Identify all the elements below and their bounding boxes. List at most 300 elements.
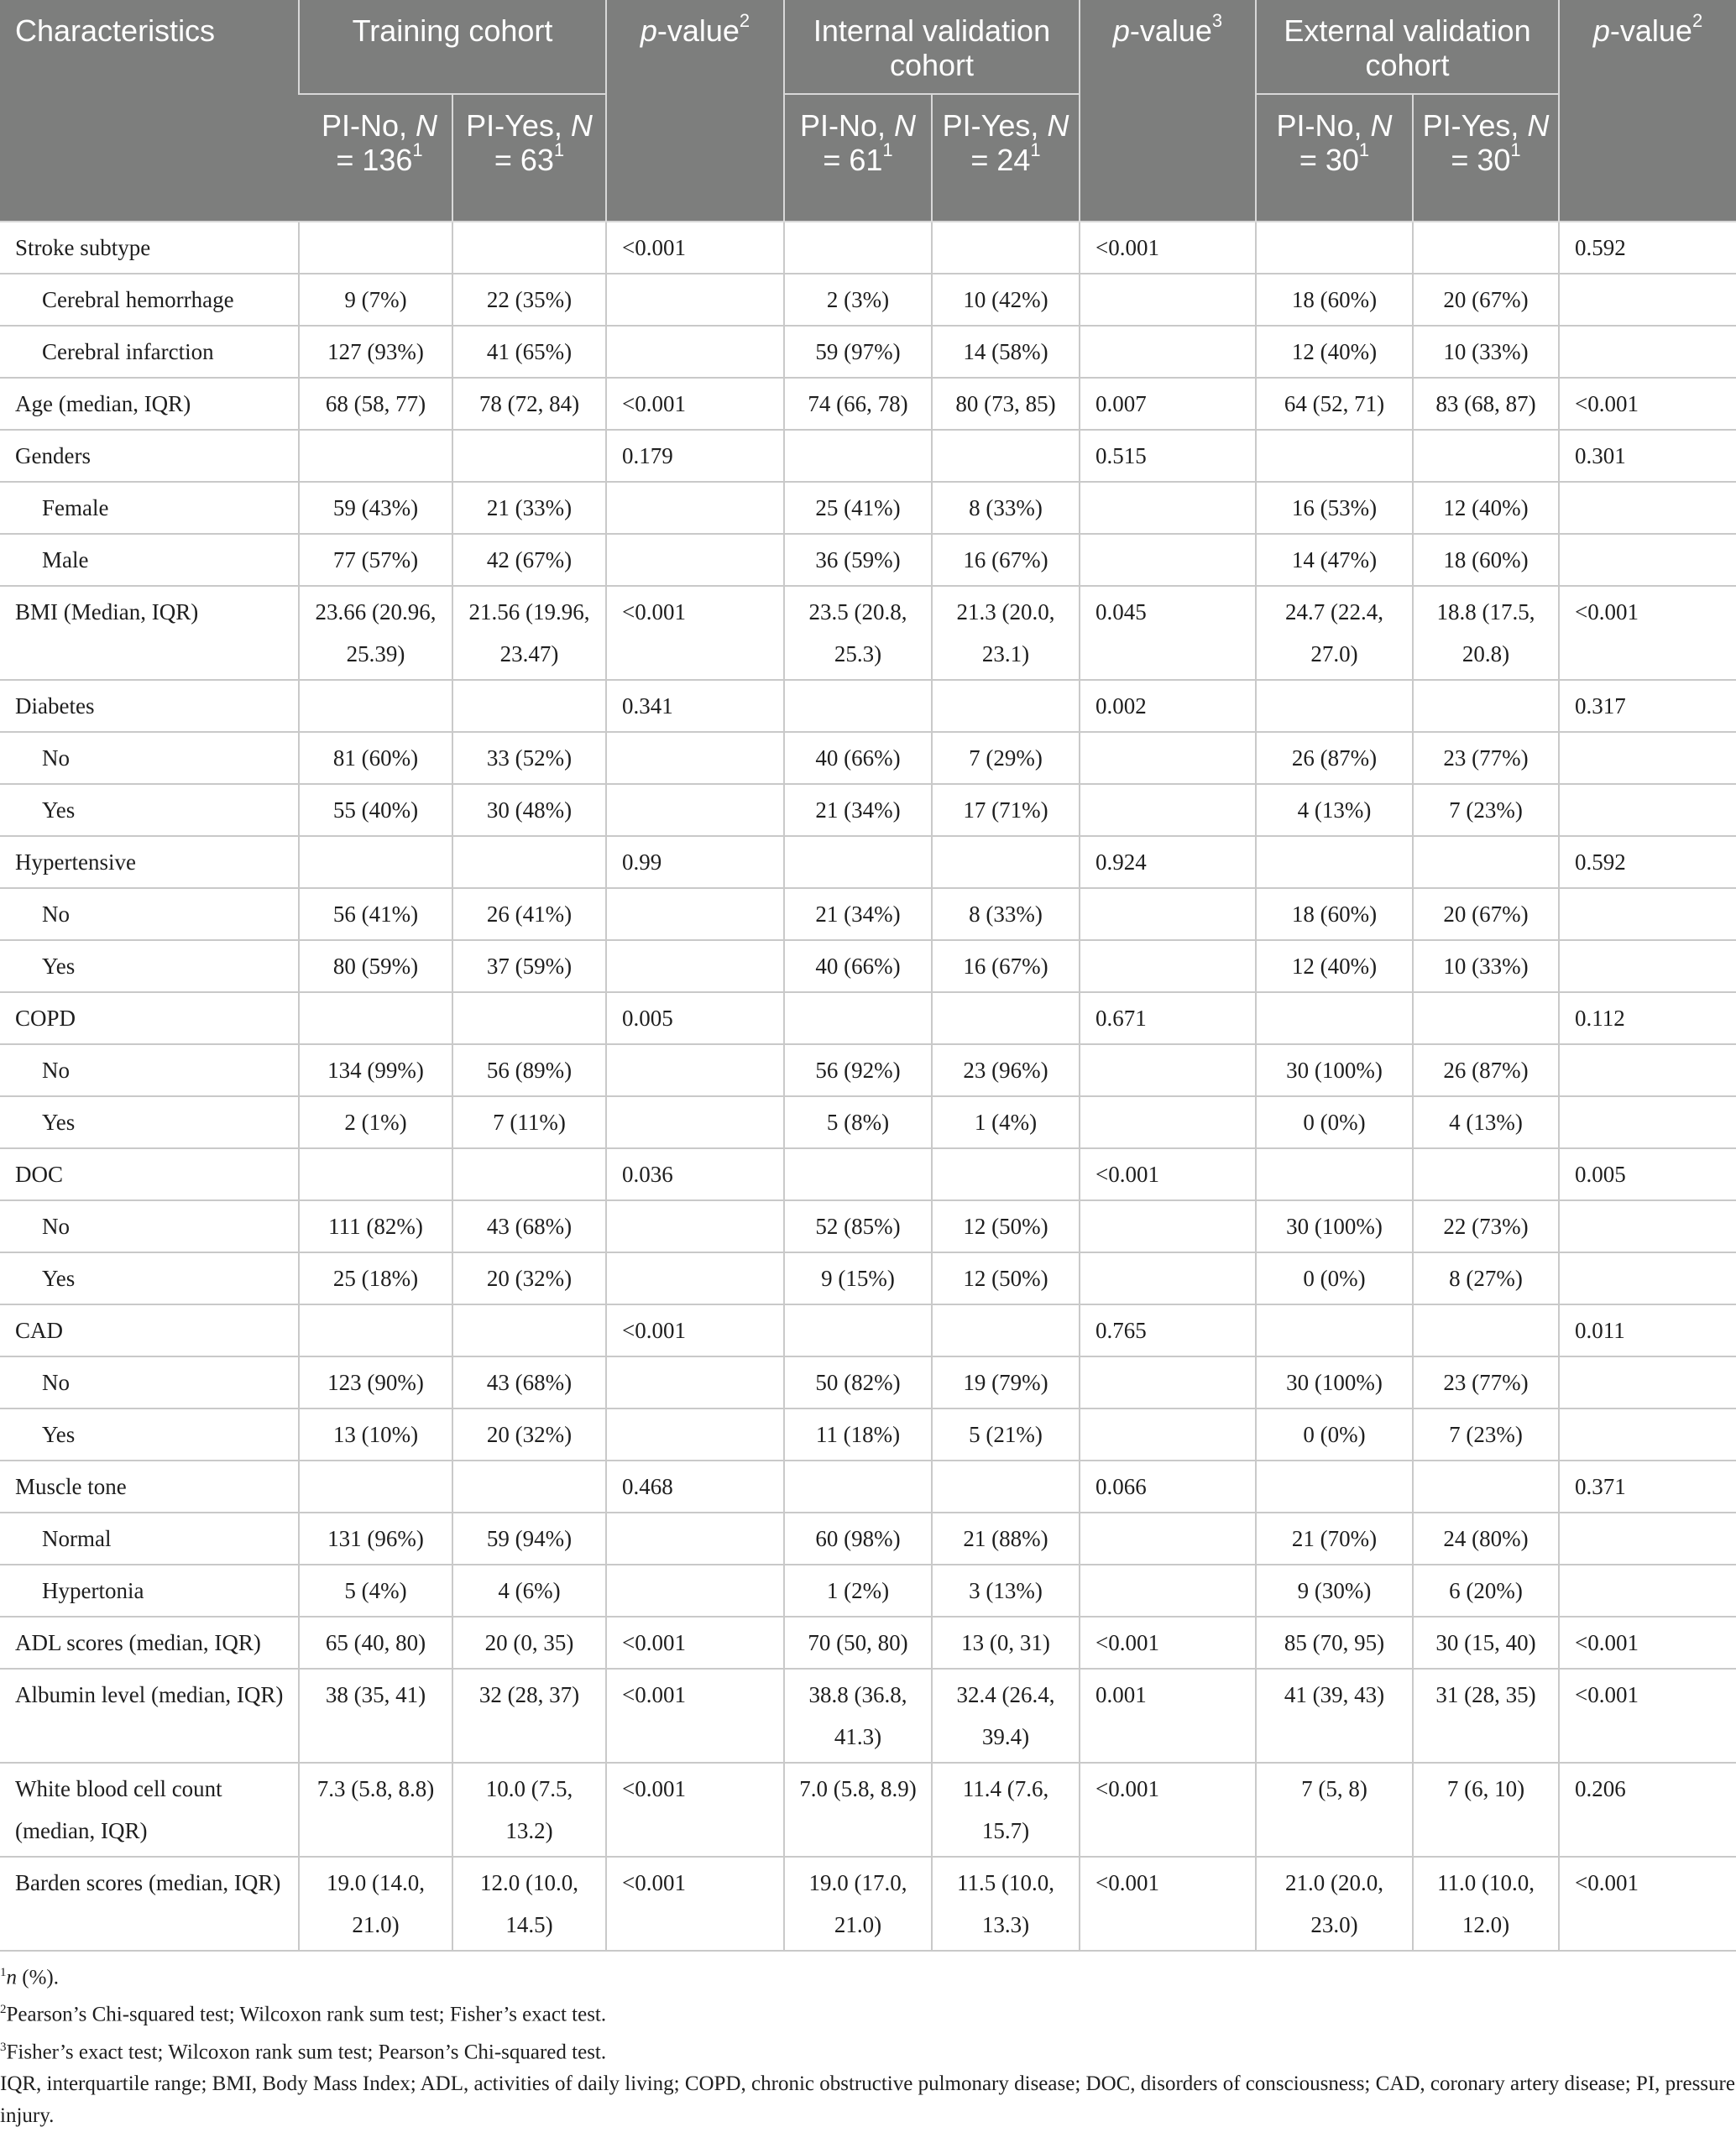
row-label: Yes xyxy=(0,1252,299,1304)
value-cell: 59 (94%) xyxy=(452,1513,606,1565)
p-value-cell xyxy=(606,888,784,940)
p-value-cell xyxy=(606,1252,784,1304)
value-cell: 4 (13%) xyxy=(1413,1096,1559,1148)
value-cell: 21 (34%) xyxy=(784,784,932,836)
value-cell: 24.7 (22.4, 27.0) xyxy=(1256,586,1413,680)
value-cell: 77 (57%) xyxy=(299,534,452,586)
value-cell: 30 (48%) xyxy=(452,784,606,836)
header-internal-cohort: Internal validation cohort xyxy=(784,0,1080,94)
value-cell: 23.5 (20.8, 25.3) xyxy=(784,586,932,680)
value-cell xyxy=(1413,1461,1559,1513)
footnote-2: $^2$Pearson’s Chi-squared test; Wilcoxon rank sum test; Fisher’s exact test. xyxy=(0,2003,607,2026)
row-label: ADL scores (median, IQR) xyxy=(0,1617,299,1669)
value-cell xyxy=(1256,680,1413,732)
value-cell: 26 (87%) xyxy=(1413,1044,1559,1096)
header-p-value-training: p-value$^2$ xyxy=(606,0,784,222)
row-label: No xyxy=(0,732,299,784)
value-cell: 38 (35, 41) xyxy=(299,1669,452,1763)
value-cell: 37 (59%) xyxy=(452,940,606,992)
value-cell: 10.0 (7.5, 13.2) xyxy=(452,1763,606,1857)
table-row xyxy=(0,1857,1736,1951)
row-label: Normal xyxy=(0,1513,299,1565)
p-value-cell: 0.515 xyxy=(1080,430,1256,482)
value-cell xyxy=(784,1148,932,1200)
value-cell: 1 (4%) xyxy=(932,1096,1080,1148)
p-value-cell: <0.001 xyxy=(606,378,784,430)
value-cell: 59 (43%) xyxy=(299,482,452,534)
value-cell: 127 (93%) xyxy=(299,326,452,378)
p-value-cell: 0.592 xyxy=(1559,222,1736,274)
table-header xyxy=(0,0,1736,222)
p-value-cell: <0.001 xyxy=(1080,222,1256,274)
value-cell: 25 (41%) xyxy=(784,482,932,534)
table-row xyxy=(0,888,1736,940)
value-cell: 80 (73, 85) xyxy=(932,378,1080,430)
p-value-cell xyxy=(1559,888,1736,940)
table-row xyxy=(0,326,1736,378)
p-value-cell xyxy=(1559,940,1736,992)
p-value-cell: 0.001 xyxy=(1080,1669,1256,1763)
table-row xyxy=(0,1304,1736,1356)
table-row xyxy=(0,1617,1736,1669)
p-value-cell: 0.468 xyxy=(606,1461,784,1513)
p-value-cell: 0.592 xyxy=(1559,836,1736,888)
p-value-cell xyxy=(1559,1252,1736,1304)
value-cell: 11 (18%) xyxy=(784,1408,932,1461)
value-cell: 3 (13%) xyxy=(932,1565,1080,1617)
table-footnotes xyxy=(0,1952,1736,2132)
row-label: Yes xyxy=(0,784,299,836)
p-value-cell xyxy=(1559,274,1736,326)
p-value-cell xyxy=(1080,1200,1256,1252)
value-cell xyxy=(932,680,1080,732)
p-value-cell xyxy=(606,784,784,836)
p-value-cell xyxy=(606,940,784,992)
value-cell: 6 (20%) xyxy=(1413,1565,1559,1617)
value-cell: 16 (67%) xyxy=(932,940,1080,992)
table-row xyxy=(0,1252,1736,1304)
p-value-cell xyxy=(606,1408,784,1461)
value-cell: 7 (6, 10) xyxy=(1413,1763,1559,1857)
p-value-cell xyxy=(1559,732,1736,784)
p-value-cell: <0.001 xyxy=(1080,1857,1256,1951)
p-value-cell xyxy=(1559,1200,1736,1252)
p-value-cell xyxy=(1559,1356,1736,1408)
p-value-cell: <0.001 xyxy=(1559,586,1736,680)
table-row xyxy=(0,732,1736,784)
p-value-cell xyxy=(1559,1565,1736,1617)
value-cell: 7 (5, 8) xyxy=(1256,1763,1413,1857)
p-value-cell: <0.001 xyxy=(1559,378,1736,430)
p-value-cell xyxy=(1080,784,1256,836)
p-value-cell: 0.924 xyxy=(1080,836,1256,888)
value-cell: 43 (68%) xyxy=(452,1200,606,1252)
row-label: CAD xyxy=(0,1304,299,1356)
value-cell xyxy=(1413,430,1559,482)
value-cell xyxy=(299,1148,452,1200)
header-training-pi-yes: PI-Yes, $N = 63^1$ xyxy=(452,94,606,222)
value-cell: 17 (71%) xyxy=(932,784,1080,836)
p-value-cell: 0.005 xyxy=(1559,1148,1736,1200)
value-cell: 55 (40%) xyxy=(299,784,452,836)
value-cell xyxy=(452,1461,606,1513)
value-cell: 18.8 (17.5, 20.8) xyxy=(1413,586,1559,680)
p-value-cell xyxy=(1559,784,1736,836)
p-value-cell: <0.001 xyxy=(1559,1669,1736,1763)
value-cell: 36 (59%) xyxy=(784,534,932,586)
value-cell xyxy=(452,1148,606,1200)
value-cell: 24 (80%) xyxy=(1413,1513,1559,1565)
value-cell: 7 (23%) xyxy=(1413,784,1559,836)
value-cell: 9 (30%) xyxy=(1256,1565,1413,1617)
value-cell: 42 (67%) xyxy=(452,534,606,586)
row-label: Diabetes xyxy=(0,680,299,732)
value-cell: 123 (90%) xyxy=(299,1356,452,1408)
value-cell: 56 (41%) xyxy=(299,888,452,940)
table-row xyxy=(0,1148,1736,1200)
value-cell: 22 (35%) xyxy=(452,274,606,326)
row-label: Stroke subtype xyxy=(0,222,299,274)
value-cell: 20 (0, 35) xyxy=(452,1617,606,1669)
value-cell: 8 (33%) xyxy=(932,482,1080,534)
p-value-cell xyxy=(1080,326,1256,378)
row-label: Yes xyxy=(0,940,299,992)
value-cell: 1 (2%) xyxy=(784,1565,932,1617)
p-value-cell: 0.765 xyxy=(1080,1304,1256,1356)
table-row xyxy=(0,1565,1736,1617)
value-cell xyxy=(784,222,932,274)
value-cell xyxy=(299,680,452,732)
table-row xyxy=(0,992,1736,1044)
value-cell: 85 (70, 95) xyxy=(1256,1617,1413,1669)
p-value-cell: <0.001 xyxy=(606,1857,784,1951)
header-characteristics: Characteristics xyxy=(0,0,299,222)
value-cell xyxy=(299,836,452,888)
p-value-cell xyxy=(606,1044,784,1096)
table-row xyxy=(0,784,1736,836)
p-value-cell xyxy=(1559,326,1736,378)
p-value-cell xyxy=(1080,1096,1256,1148)
value-cell: 21 (88%) xyxy=(932,1513,1080,1565)
p-value-cell: 0.301 xyxy=(1559,430,1736,482)
p-value-cell: <0.001 xyxy=(1080,1763,1256,1857)
value-cell: 20 (67%) xyxy=(1413,274,1559,326)
value-cell xyxy=(932,1148,1080,1200)
value-cell: 13 (10%) xyxy=(299,1408,452,1461)
value-cell xyxy=(1256,222,1413,274)
row-label: Genders xyxy=(0,430,299,482)
p-value-cell xyxy=(1080,940,1256,992)
row-label: Cerebral hemorrhage xyxy=(0,274,299,326)
value-cell xyxy=(784,430,932,482)
row-label: Age (median, IQR) xyxy=(0,378,299,430)
p-value-cell: 0.066 xyxy=(1080,1461,1256,1513)
row-label: White blood cell count (median, IQR) xyxy=(0,1763,299,1857)
value-cell: 23 (96%) xyxy=(932,1044,1080,1096)
value-cell: 25 (18%) xyxy=(299,1252,452,1304)
value-cell: 68 (58, 77) xyxy=(299,378,452,430)
value-cell xyxy=(932,1304,1080,1356)
value-cell: 30 (15, 40) xyxy=(1413,1617,1559,1669)
table-row xyxy=(0,430,1736,482)
value-cell: 21.0 (20.0, 23.0) xyxy=(1256,1857,1413,1951)
row-label: Male xyxy=(0,534,299,586)
table-row xyxy=(0,940,1736,992)
table-row xyxy=(0,1096,1736,1148)
value-cell: 21 (33%) xyxy=(452,482,606,534)
p-value-cell: 0.007 xyxy=(1080,378,1256,430)
value-cell: 38.8 (36.8, 41.3) xyxy=(784,1669,932,1763)
value-cell: 14 (47%) xyxy=(1256,534,1413,586)
value-cell: 11.0 (10.0, 12.0) xyxy=(1413,1857,1559,1951)
value-cell xyxy=(932,430,1080,482)
value-cell: 52 (85%) xyxy=(784,1200,932,1252)
p-value-cell: 0.002 xyxy=(1080,680,1256,732)
table-row xyxy=(0,482,1736,534)
p-value-cell: 0.179 xyxy=(606,430,784,482)
value-cell: 21 (70%) xyxy=(1256,1513,1413,1565)
value-cell xyxy=(932,836,1080,888)
p-value-cell xyxy=(606,1200,784,1252)
row-label: No xyxy=(0,888,299,940)
row-label: Female xyxy=(0,482,299,534)
p-value-cell: 0.112 xyxy=(1559,992,1736,1044)
value-cell: 10 (33%) xyxy=(1413,940,1559,992)
table-row xyxy=(0,1513,1736,1565)
value-cell: 7 (29%) xyxy=(932,732,1080,784)
value-cell: 64 (52, 71) xyxy=(1256,378,1413,430)
value-cell xyxy=(1256,1304,1413,1356)
table-row xyxy=(0,836,1736,888)
p-value-cell: 0.036 xyxy=(606,1148,784,1200)
value-cell xyxy=(299,1461,452,1513)
value-cell xyxy=(299,430,452,482)
header-p-value-internal: p-value$^3$ xyxy=(1080,0,1256,222)
p-value-cell xyxy=(1080,1356,1256,1408)
value-cell: 7.3 (5.8, 8.8) xyxy=(299,1763,452,1857)
header-internal-pi-no: PI-No, $N = 61^1$ xyxy=(784,94,932,222)
value-cell: 8 (33%) xyxy=(932,888,1080,940)
value-cell xyxy=(452,222,606,274)
value-cell: 26 (41%) xyxy=(452,888,606,940)
p-value-cell xyxy=(1559,1408,1736,1461)
table-row xyxy=(0,274,1736,326)
header-internal-pi-yes: PI-Yes, $N = 24^1$ xyxy=(932,94,1080,222)
footnote-1: $^1$n (%). xyxy=(0,1966,59,1989)
value-cell: 31 (28, 35) xyxy=(1413,1669,1559,1763)
value-cell: 56 (92%) xyxy=(784,1044,932,1096)
row-label: Hypertensive xyxy=(0,836,299,888)
header-external-cohort: External validation cohort xyxy=(1256,0,1559,94)
value-cell: 20 (32%) xyxy=(452,1252,606,1304)
value-cell: 16 (53%) xyxy=(1256,482,1413,534)
value-cell: 14 (58%) xyxy=(932,326,1080,378)
value-cell: 10 (42%) xyxy=(932,274,1080,326)
value-cell xyxy=(932,222,1080,274)
p-value-cell xyxy=(606,1513,784,1565)
value-cell xyxy=(1413,1304,1559,1356)
p-value-cell: 0.317 xyxy=(1559,680,1736,732)
p-value-cell xyxy=(1559,1044,1736,1096)
header-external-pi-yes: PI-Yes, $N = 30^1$ xyxy=(1413,94,1559,222)
value-cell: 60 (98%) xyxy=(784,1513,932,1565)
value-cell: 21 (34%) xyxy=(784,888,932,940)
value-cell: 43 (68%) xyxy=(452,1356,606,1408)
p-value-cell xyxy=(606,326,784,378)
p-value-cell: 0.341 xyxy=(606,680,784,732)
value-cell: 19 (79%) xyxy=(932,1356,1080,1408)
value-cell xyxy=(784,992,932,1044)
table-row xyxy=(0,586,1736,680)
row-label: No xyxy=(0,1356,299,1408)
value-cell: 21.3 (20.0, 23.1) xyxy=(932,586,1080,680)
p-value-cell xyxy=(1080,732,1256,784)
header-training-cohort: Training cohort xyxy=(299,0,606,94)
value-cell: 16 (67%) xyxy=(932,534,1080,586)
p-value-cell xyxy=(606,732,784,784)
value-cell: 18 (60%) xyxy=(1256,888,1413,940)
value-cell xyxy=(452,680,606,732)
value-cell: 12 (50%) xyxy=(932,1252,1080,1304)
p-value-cell: 0.045 xyxy=(1080,586,1256,680)
p-value-cell xyxy=(606,1356,784,1408)
footnote-abbreviations: IQR, interquartile range; BMI, Body Mass Index; ADL, activities of daily living; COPD, chronic obstructive pulmonary disease; DOC, disorders of consciousness; CAD, coronary artery disease; PI, pressure injury. xyxy=(0,2072,1735,2127)
value-cell: 7 (23%) xyxy=(1413,1408,1559,1461)
p-value-cell: 0.671 xyxy=(1080,992,1256,1044)
value-cell xyxy=(1413,1148,1559,1200)
value-cell: 59 (97%) xyxy=(784,326,932,378)
value-cell: 65 (40, 80) xyxy=(299,1617,452,1669)
value-cell: 26 (87%) xyxy=(1256,732,1413,784)
value-cell: 18 (60%) xyxy=(1413,534,1559,586)
value-cell: 7.0 (5.8, 8.9) xyxy=(784,1763,932,1857)
p-value-cell: 0.005 xyxy=(606,992,784,1044)
value-cell: 0 (0%) xyxy=(1256,1252,1413,1304)
value-cell: 9 (15%) xyxy=(784,1252,932,1304)
value-cell: 4 (6%) xyxy=(452,1565,606,1617)
value-cell: 12 (50%) xyxy=(932,1200,1080,1252)
row-label: Muscle tone xyxy=(0,1461,299,1513)
p-value-cell xyxy=(606,274,784,326)
value-cell: 80 (59%) xyxy=(299,940,452,992)
value-cell xyxy=(1413,836,1559,888)
value-cell: 0 (0%) xyxy=(1256,1096,1413,1148)
value-cell: 9 (7%) xyxy=(299,274,452,326)
value-cell xyxy=(784,1461,932,1513)
value-cell: 78 (72, 84) xyxy=(452,378,606,430)
value-cell: 5 (8%) xyxy=(784,1096,932,1148)
value-cell: 33 (52%) xyxy=(452,732,606,784)
row-label: BMI (Median, IQR) xyxy=(0,586,299,680)
value-cell xyxy=(932,992,1080,1044)
value-cell: 2 (3%) xyxy=(784,274,932,326)
value-cell: 32 (28, 37) xyxy=(452,1669,606,1763)
p-value-cell: <0.001 xyxy=(606,1763,784,1857)
p-value-cell: 0.99 xyxy=(606,836,784,888)
p-value-cell: <0.001 xyxy=(1080,1148,1256,1200)
value-cell: 11.5 (10.0, 13.3) xyxy=(932,1857,1080,1951)
p-value-cell: 0.206 xyxy=(1559,1763,1736,1857)
value-cell: 2 (1%) xyxy=(299,1096,452,1148)
value-cell: 74 (66, 78) xyxy=(784,378,932,430)
value-cell: 134 (99%) xyxy=(299,1044,452,1096)
value-cell: 30 (100%) xyxy=(1256,1356,1413,1408)
value-cell: 12 (40%) xyxy=(1256,326,1413,378)
p-value-cell: <0.001 xyxy=(606,1669,784,1763)
table-body xyxy=(0,222,1736,1951)
value-cell: 40 (66%) xyxy=(784,940,932,992)
p-value-cell xyxy=(1080,888,1256,940)
value-cell: 83 (68, 87) xyxy=(1413,378,1559,430)
header-external-pi-no: PI-No, $N = 30^1$ xyxy=(1256,94,1413,222)
p-value-cell xyxy=(1559,482,1736,534)
value-cell xyxy=(784,836,932,888)
p-value-cell: <0.001 xyxy=(606,1304,784,1356)
p-value-cell xyxy=(606,482,784,534)
p-value-cell: <0.001 xyxy=(1080,1617,1256,1669)
p-value-cell xyxy=(606,1096,784,1148)
value-cell: 19.0 (17.0, 21.0) xyxy=(784,1857,932,1951)
value-cell: 111 (82%) xyxy=(299,1200,452,1252)
value-cell: 21.56 (19.96, 23.47) xyxy=(452,586,606,680)
value-cell: 19.0 (14.0, 21.0) xyxy=(299,1857,452,1951)
table-row xyxy=(0,534,1736,586)
value-cell xyxy=(1413,222,1559,274)
p-value-cell: <0.001 xyxy=(606,1617,784,1669)
p-value-cell xyxy=(1080,482,1256,534)
table-row xyxy=(0,1044,1736,1096)
header-training-pi-no: PI-No, $N = 136^1$ xyxy=(299,94,452,222)
value-cell: 23 (77%) xyxy=(1413,732,1559,784)
value-cell: 20 (32%) xyxy=(452,1408,606,1461)
table-row xyxy=(0,1356,1736,1408)
value-cell: 5 (21%) xyxy=(932,1408,1080,1461)
value-cell: 12 (40%) xyxy=(1256,940,1413,992)
row-label: Barden scores (median, IQR) xyxy=(0,1857,299,1951)
value-cell: 20 (67%) xyxy=(1413,888,1559,940)
value-cell: 10 (33%) xyxy=(1413,326,1559,378)
value-cell: 4 (13%) xyxy=(1256,784,1413,836)
row-label: Cerebral infarction xyxy=(0,326,299,378)
value-cell: 30 (100%) xyxy=(1256,1044,1413,1096)
p-value-cell: <0.001 xyxy=(606,222,784,274)
value-cell: 22 (73%) xyxy=(1413,1200,1559,1252)
value-cell xyxy=(299,992,452,1044)
table-row xyxy=(0,1200,1736,1252)
value-cell: 41 (65%) xyxy=(452,326,606,378)
value-cell xyxy=(784,1304,932,1356)
table-row xyxy=(0,680,1736,732)
value-cell: 7 (11%) xyxy=(452,1096,606,1148)
table-row xyxy=(0,222,1736,274)
value-cell: 50 (82%) xyxy=(784,1356,932,1408)
table-row xyxy=(0,1408,1736,1461)
value-cell: 11.4 (7.6, 15.7) xyxy=(932,1763,1080,1857)
header-p-value-external: p-value$^2$ xyxy=(1559,0,1736,222)
p-value-cell xyxy=(1559,1513,1736,1565)
table-row xyxy=(0,1461,1736,1513)
value-cell xyxy=(452,1304,606,1356)
value-cell: 23 (77%) xyxy=(1413,1356,1559,1408)
value-cell: 56 (89%) xyxy=(452,1044,606,1096)
p-value-cell xyxy=(1080,1044,1256,1096)
value-cell xyxy=(932,1461,1080,1513)
row-label: DOC xyxy=(0,1148,299,1200)
p-value-cell xyxy=(606,534,784,586)
table-row xyxy=(0,1763,1736,1857)
value-cell: 30 (100%) xyxy=(1256,1200,1413,1252)
p-value-cell: <0.001 xyxy=(1559,1617,1736,1669)
